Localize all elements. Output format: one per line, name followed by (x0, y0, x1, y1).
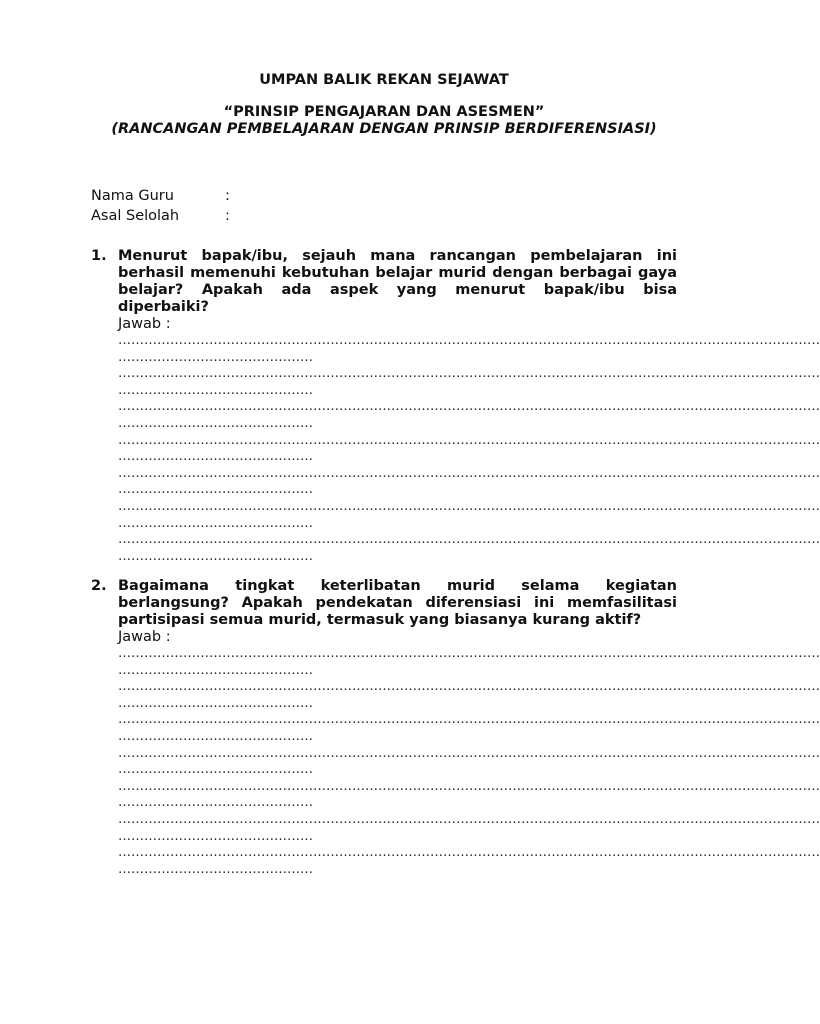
field-separator: : (225, 188, 230, 204)
answer-dotted-line: ……………………………………………………………………………………………………………………………………………… (118, 811, 820, 827)
answer-dotted-line: ……………………………………… (118, 861, 313, 877)
answer-dotted-line: ……………………………………………………………………………………………………………………………………………… (118, 679, 820, 695)
document-title: UMPAN BALIK REKAN SEJAWAT (259, 72, 509, 88)
answer-dotted-line: ……………………………………………………………………………………………………………………………………………… (118, 333, 820, 348)
answer-dotted-line: ……………………………………… (118, 449, 313, 465)
answer-dotted-line: ……………………………………………………………………………………………………………………………………………… (118, 845, 820, 861)
answer-dotted-line: ……………………………………………………………………………………………………………………………………………… (118, 399, 820, 415)
field-nama-guru (91, 188, 391, 205)
field-asal-sekolah (91, 208, 391, 225)
answer-dotted-line: ……………………………………………………………………………………………………………………………………………… (118, 432, 820, 448)
question-number: 1. (91, 248, 107, 264)
answer-dotted-line: ……………………………………… (118, 415, 313, 431)
answer-area (118, 646, 820, 878)
answer-label: Jawab : (118, 316, 171, 332)
answer-dotted-line: ……………………………………………………………………………………………………………………………………………… (118, 646, 820, 661)
answer-dotted-line: ……………………………………… (118, 762, 313, 778)
field-label: Asal Selolah (91, 208, 180, 224)
answer-dotted-line: ……………………………………… (118, 349, 313, 365)
answer-dotted-line: ……………………………………… (118, 795, 313, 811)
field-separator: : (225, 208, 230, 224)
answer-dotted-line: ……………………………………………………………………………………………………………………………………………… (118, 778, 820, 794)
answer-dotted-line: ……………………………………… (118, 548, 313, 564)
answer-area (118, 333, 820, 565)
answer-dotted-line: ……………………………………… (118, 515, 313, 531)
answer-dotted-line: ……………………………………………………………………………………………………………………………………………… (118, 465, 820, 481)
question-text: Bagaimana tingkat keterlibatan murid selama kegiatan berlangsung? Apakah pendekatan diferensiasi ini memfasilitasi partisipasi semua murid, termasuk yang biasanya kurang aktif? (118, 578, 677, 628)
answer-dotted-line: ……………………………………… (118, 728, 313, 744)
answer-dotted-line: ……………………………………… (118, 662, 313, 678)
answer-dotted-line: ……………………………………………………………………………………………………………………………………………… (118, 532, 820, 548)
question-2 (91, 578, 820, 878)
answer-dotted-line: ……………………………………… (118, 828, 313, 844)
answer-dotted-line: ……………………………………… (118, 382, 313, 398)
question-1 (91, 248, 820, 565)
document-subtitle-italic: (RANCANGAN PEMBELAJARAN DENGAN PRINSIP BERDIFERENSIASI) (111, 121, 657, 137)
document-subtitle: “PRINSIP PENGAJARAN DAN ASESMEN” (223, 104, 545, 120)
answer-dotted-line: ……………………………………………………………………………………………………………………………………………… (118, 712, 820, 728)
question-number: 2. (91, 578, 107, 594)
field-label: Nama Guru (91, 188, 174, 204)
answer-dotted-line: ……………………………………… (118, 482, 313, 498)
answer-label: Jawab : (118, 629, 171, 645)
answer-dotted-line: ……………………………………… (118, 695, 313, 711)
answer-dotted-line: ……………………………………………………………………………………………………………………………………………… (118, 498, 820, 514)
question-text: Menurut bapak/ibu, sejauh mana rancangan pembelajaran ini berhasil memenuhi kebutuhan belajar murid dengan berbagai gaya belajar? Apakah ada aspek yang menurut bapak/ibu bisa diperbaiki? (118, 248, 677, 315)
answer-dotted-line: ……………………………………………………………………………………………………………………………………………… (118, 745, 820, 761)
answer-dotted-line: ……………………………………………………………………………………………………………………………………………… (118, 366, 820, 382)
